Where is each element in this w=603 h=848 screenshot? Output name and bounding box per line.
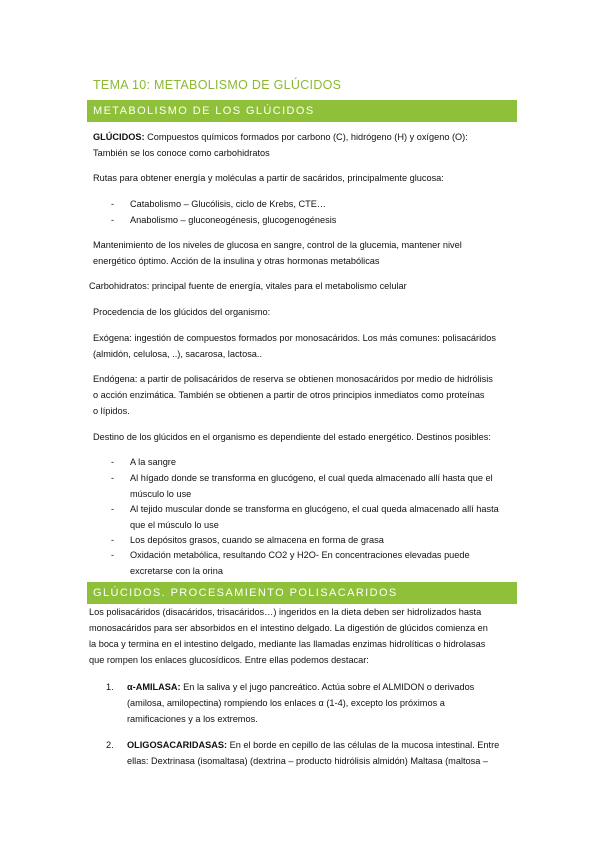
enzyme-label: OLIGOSACARIDASAS: <box>127 740 228 750</box>
procedencia-paragraph: Procedencia de los glúcidos del organismo: <box>93 307 271 317</box>
bullet-dash: - <box>111 473 115 483</box>
mantenimiento-line-2: energético óptimo. Acción de la insulina y otras hormonas metabólicas <box>93 256 380 266</box>
polisacaridos-paragraph <box>89 604 519 668</box>
enzyme-line: En la saliva y el jugo pancreático. Actúa sobre el ALMIDON o derivados <box>180 682 475 692</box>
mantenimiento-line-1: Mantenimiento de los niveles de glucosa en sangre, control de la glucemia, mantener nivel <box>93 240 462 250</box>
glucidos-label: GLÚCIDOS: <box>93 132 145 142</box>
destino-paragraph: Destino de los glúcidos en el organismo es dependiente del estado energético. Destinos posibles: <box>93 432 491 442</box>
intro-line: Los polisacáridos (disacáridos, trisacáridos…) ingeridos en la dieta deben ser hidrolizados hasta <box>89 607 482 617</box>
intro-line: la boca y termina en el intestino delgado, mediante las llamadas enzimas hidrolíticas o hidrolasas <box>89 639 486 649</box>
carbohidratos-paragraph: Carbohidratos: principal fuente de energía, vitales para el metabolismo celular <box>89 281 407 291</box>
endogena-line-2: o acción enzimática. También se obtienen a partir de otros principios inmediatos como proteínas <box>93 390 485 400</box>
mantenimiento-paragraph <box>93 237 518 269</box>
bullet-dash: - <box>111 215 115 225</box>
destino-text: Oxidación metabólica, resultando CO2 y H2O- En concentraciones elevadas puede excretarse con la orina <box>130 550 470 576</box>
section-heading-procesamiento: GLÚCIDOS. PROCESAMIENTO POLISACARIDOS <box>87 582 517 604</box>
exogena-line-1: Exógena: ingestión de compuestos formados por monosacáridos. Los más comunes: polisacáridos <box>93 333 496 343</box>
endogena-paragraph <box>93 371 518 419</box>
enzyme-line: (amilosa, amilopectina) rompiendo los enlaces α (1-4), excepto los próximos a <box>127 698 445 708</box>
glucidos-paragraph <box>93 129 518 161</box>
bullet-dash: - <box>111 504 115 514</box>
enzyme-line: ramificaciones y a los extremos. <box>127 714 258 724</box>
endogena-line-1: Endógena: a partir de polisacáridos de reserva se obtienen monosacáridos por medio de hidrólisis <box>93 374 493 384</box>
item-number: 1. <box>106 682 114 692</box>
bullet-dash: - <box>111 457 115 467</box>
bullet-dash: - <box>111 535 115 545</box>
item-number: 2. <box>106 740 114 750</box>
bullet-dash: - <box>111 199 115 209</box>
enzyme-line: ellas: Dextrinasa (isomaltasa) (dextrina – producto hidrólisis almidón) Maltasa (maltosa – <box>127 756 489 766</box>
bullet-text: Catabolismo – Glucólisis, ciclo de Krebs, CTE… <box>130 199 327 209</box>
bullet-text: Anabolismo – gluconeogénesis, glucogenogénesis <box>130 215 337 225</box>
enzyme-line: En el borde en cepillo de las células de la mucosa intestinal. Entre <box>227 740 500 750</box>
destino-text: A la sangre <box>130 457 176 467</box>
glucidos-line-1: Compuestos químicos formados por carbono (C), hidrógeno (H) y oxígeno (O): <box>144 132 468 142</box>
enzyme-label: α-AMILASA: <box>127 682 181 692</box>
exogena-paragraph <box>93 330 518 362</box>
rutas-paragraph: Rutas para obtener energía y moléculas a partir de sacáridos, principalmente glucosa: <box>93 173 444 183</box>
destino-text: Al hígado donde se transforma en glucógeno, el cual queda almacenado allí hasta que el músculo lo use <box>130 473 493 499</box>
destino-text: Al tejido muscular donde se transforma en glucógeno, el cual queda almacenado allí hasta que el músculo lo use <box>130 504 499 530</box>
exogena-line-2: (almidón, celulosa, ..), sacarosa, lactosa.. <box>93 349 263 359</box>
page-title: TEMA 10: METABOLISMO DE GLÚCIDOS <box>93 78 342 92</box>
destino-text: Los depósitos grasos, cuando se almacena en forma de grasa <box>130 535 384 545</box>
intro-line: monosacáridos para ser absorbidos en el intestino delgado. La digestión de glúcidos comienza en <box>89 623 488 633</box>
endogena-line-3: o lípidos. <box>93 406 130 416</box>
bullet-dash: - <box>111 550 115 560</box>
intro-line: que rompen los enlaces glucosídicos. Entre ellas podemos destacar: <box>89 655 369 665</box>
glucidos-line-2: También se los conoce como carbohidratos <box>93 148 270 158</box>
section-heading-metabolismo: METABOLISMO DE LOS GLÚCIDOS <box>87 100 517 122</box>
